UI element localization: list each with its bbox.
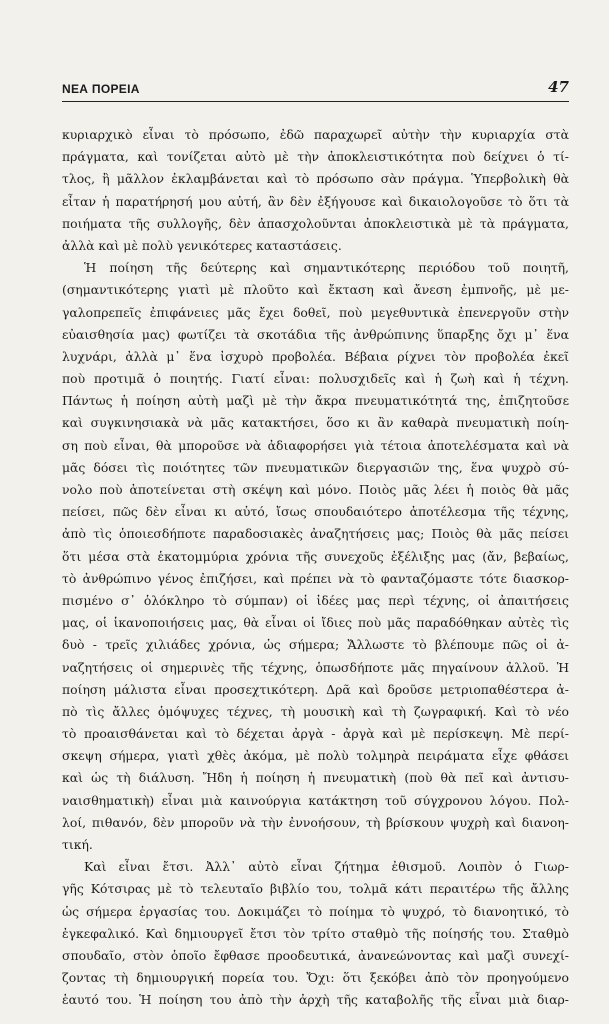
text-line: ὡς σήμερα ἐργασίας του. Δοκιμάζει τὸ ποίημα τὸ ψυχρό, τὸ διανοητικό, τὸ bbox=[62, 903, 569, 919]
text-line: Καὶ εἶναι ἔτσι. Ἀλλ᾽ αὐτὸ εἶναι ζήτημα ἐθισμοῦ. Λοιπὸν ὁ Γιωρ- bbox=[84, 859, 569, 875]
text-line: ἑαυτό του. Ἡ ποίηση του ἀπὸ τὴν ἀρχὴ τῆς καταβολῆς τῆς εἶναι μιὰ διαρ- bbox=[62, 992, 569, 1008]
running-header bbox=[62, 78, 569, 102]
text-line: τὸ προαισθάνεται καὶ τὸ δέχεται ἀργὰ - ἀργὰ καὶ μὲ περίσκεψη. Μὲ περί- bbox=[62, 726, 569, 742]
page-number: 47 bbox=[548, 78, 569, 96]
text-line: τλος, ἢ μᾶλλον ἐκλαμβάνεται καὶ τὸ πρόσωπο σὰν πράγμα. Ὑπερβολικὴ θὰ bbox=[62, 171, 569, 187]
text-line: ναισθηματικὴ) εἶναι μιὰ καινούργια κατάκτηση τοῦ σύγχρονου λόγου. Πολ- bbox=[62, 792, 569, 808]
text-line: γῆς Κότσιρας μὲ τὸ τελευταῖο βιβλίο του, τολμᾶ κάτι περαιτέρω τῆς ἄλλης bbox=[62, 881, 569, 897]
text-line: σπουδαῖο, στὸν ὁποῖο ἔφθασε προοδευτικά, ἀνανεώνοντας καὶ μαζὶ συνεχί- bbox=[62, 947, 569, 963]
text-line: πὸ τὶς ἄλλες ὁμόψυχες τέχνες, τὴ μουσικὴ καὶ τὴ ζωγραφική. Καὶ τὸ νέο bbox=[62, 703, 569, 719]
text-line: πείσει, πῶς δὲν εἶναι κι αὐτό, ἴσως σπουδαιότερο ἀποτέλεσμα τῆς τέχνης, bbox=[62, 504, 569, 520]
text-line: ζοντας τὴ δημιουργική πορεία του. Ὄχι: ὅτι ξεκόβει ἀπὸ τὸν προηγούμενο bbox=[62, 970, 569, 986]
body-text bbox=[62, 124, 569, 1012]
text-line: νολο ποὺ ἀποτείνεται στὴ σκέψη καὶ μόνο. Ποιὸς μᾶς λέει ἡ ποιὸς θὰ μᾶς bbox=[62, 482, 569, 497]
text-line: Πάντως ἡ ποίηση αὐτὴ μαζὶ μὲ τὴν ἄκρα πνευματικότητά της, ἐπιζητοῦσε bbox=[62, 393, 569, 409]
text-line: μας, οἱ ἱκανοποιήσεις μας, θὰ εἶναι οἱ ἴδιες ποὺ μᾶς παραδόθηκαν αὐτὲς τὶς bbox=[62, 615, 569, 631]
text-line: ὅτι μέσα στὰ ἑκατομμύρια χρόνια τῆς συνεχοῦς ἐξέλιξης μας (ἄν, βεβαίως, bbox=[62, 548, 569, 564]
text-line: μᾶς δόσει τὶς ποιότητες τῶν πνευματικῶν διεργασιῶν της, ἕνα ψυχρὸ σύ- bbox=[62, 459, 569, 475]
header-rule bbox=[62, 101, 569, 102]
text-line: ση ποὺ εἶναι, θὰ μποροῦσε νὰ ἀδιαφορήσει γιὰ τέτοια ἀποτελέσματα καὶ νὰ bbox=[62, 437, 569, 453]
text-line: λοί, πιθανόν, δὲν μποροῦν νὰ τὴν ἐννοήσουν, τὴ βρίσκουν ψυχρὴ καὶ διανοη- bbox=[62, 814, 569, 830]
text-line: ἐγκεφαλικό. Καὶ δημιουργεῖ ἔτσι τὸν τρίτο σταθμὸ τῆς ποίησής του. Σταθμὸ bbox=[62, 925, 569, 941]
text-line: ποὺ προτιμᾶ ὁ ποιητής. Γιατί εἶναι: πολυσχιδεῖς καὶ ἡ ζωὴ καὶ ἡ τέχνη. bbox=[62, 371, 569, 387]
text-line: λυχνάρι, ἀλλὰ μ᾽ ἕνα ἰσχυρὸ προβολέα. Βέβαια ρίχνει τὸν προβολέα ἐκεῖ bbox=[62, 348, 569, 364]
text-line: πισμένο σ᾽ ὁλόκληρο τὸ σύμπαν) οἱ ἰδέες μας περὶ τέχνης, οἱ ἀπαιτήσεις bbox=[62, 592, 569, 608]
text-line: εὐαισθησία μας) φωτίζει τὰ σκοτάδια τῆς ἀνθρώπινης ὕπαρξης ὄχι μ᾽ ἕνα bbox=[62, 326, 569, 342]
journal-title: ΝΕΑ ΠΟΡΕΙΑ bbox=[62, 82, 140, 96]
text-line: καὶ συγκινησιακὰ νὰ μᾶς κατακτήσει, ὅσο κι ἂν καθαρὰ πνευματικὴ ποίη- bbox=[62, 415, 569, 431]
text-line: καὶ ὡς τὴ διάλυση. Ἤδη ἡ ποίηση ἡ πνευματικὴ (ποὺ θὰ πεῖ καὶ ἀντισυ- bbox=[62, 770, 569, 786]
text-line: τική. bbox=[62, 837, 93, 852]
text-line: πράγματα, καὶ τονίζεται αὐτὸ μὲ τὴν ἀποκλειστικότητα ποὺ δείχνει ὁ τί- bbox=[62, 149, 569, 165]
text-line: κυριαρχικὸ εἶναι τὸ πρόσωπο, ἐδῶ παραχωρεῖ αὐτὴν τὴν κυριαρχία στὰ bbox=[62, 127, 569, 142]
text-line: σκεψη σήμερα, γιατὶ χθὲς ἀκόμα, μὲ πολὺ τολμηρὰ πειράματα εἶχε φθάσει bbox=[62, 748, 569, 764]
text-line: Ἡ ποίηση τῆς δεύτερης καὶ σημαντικότερης περιόδου τοῦ ποιητῆ, bbox=[84, 260, 569, 276]
text-line: τὸ ἀνθρώπινο γένος ἐπιζήσει, καὶ πρέπει νὰ τὸ φανταζόμαστε τότε διασκορ- bbox=[62, 570, 569, 586]
text-line: ἀπὸ τὶς ὁποιεσδήποτε παραδοσιακὲς ἀναζητήσεις μας; Ποιὸς θὰ μᾶς πείσει bbox=[62, 526, 569, 542]
text-line: (σημαντικότερης γιατὶ μὲ πλοῦτο καὶ ἔκταση καὶ ἄνεση ἐμπνοῆς, μὲ με- bbox=[62, 282, 569, 298]
text-line: δυὸ - τρεῖς χιλιάδες χρόνια, ὡς σήμερα; Ἄλλωστε τὸ βλέπουμε πῶς οἱ ἀ- bbox=[62, 637, 569, 653]
text-line: γαλοπρεπεῖς ἐπιφάνειες μᾶς ἔχει δοθεῖ, ποὺ μεγεθυντικὰ ἐπενεργοῦν στὴν bbox=[62, 304, 569, 320]
text-line: ποιήματα τῆς συλλογῆς, δὲν ἀπασχολοῦνται ἀποκλειστικὰ μὲ τὰ πράγματα, bbox=[62, 215, 569, 231]
text-line: ἀλλὰ καὶ μὲ πολὺ γενικότερες καταστάσεις. bbox=[62, 237, 342, 253]
text-line: ποίηση μάλιστα εἶναι προσεχτικότερη. Δρᾶ καὶ δροῦσε μετριοπαθέστερα ἀ- bbox=[62, 681, 569, 697]
text-line: εἶταν ἡ παρατήρησή μου αὐτή, ἂν δὲν ἐξήγουσε καὶ δικαιολογοῦσε τὸ ὅτι τὰ bbox=[62, 193, 569, 209]
text-line: ναζητήσεις οἱ σημερινὲς τῆς τέχνης, ὁπωσδήποτε μᾶς πηγαίνουν ἀλλοῦ. Ἡ bbox=[62, 659, 569, 675]
